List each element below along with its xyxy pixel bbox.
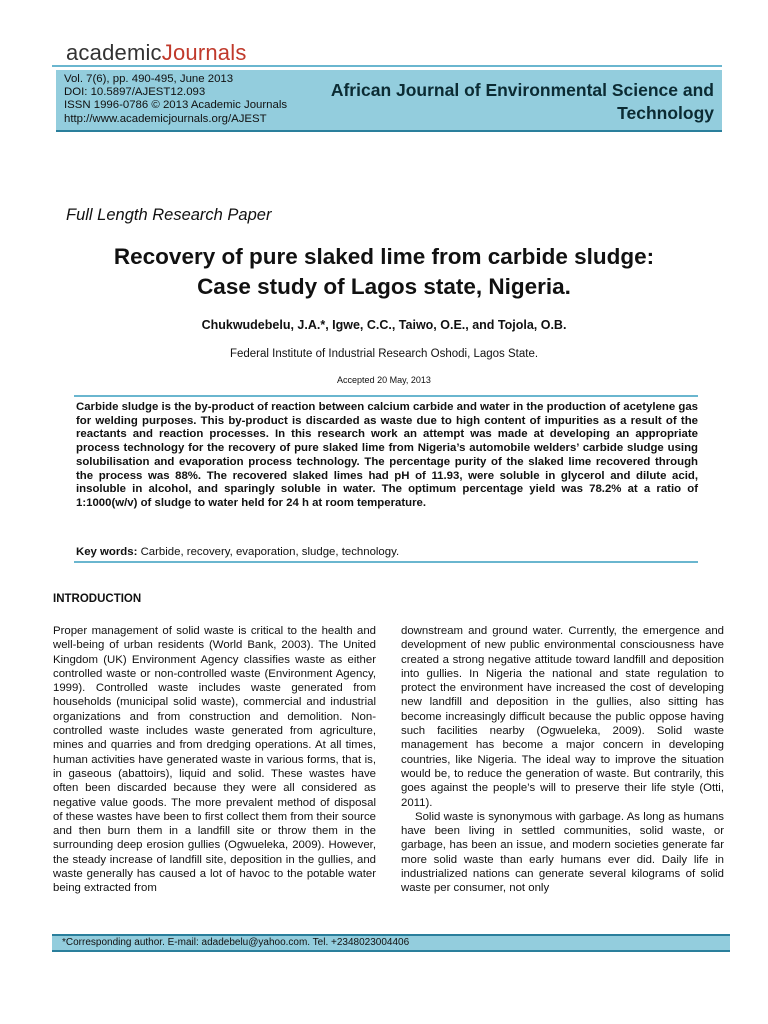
logo-text-academic: academic: [66, 40, 162, 65]
body-paragraph: Solid waste is synonymous with garbage. As long as humans have been living in settled communities, solid waste, or garbage, has been an issue, and modern societies generate far more solid waste than early humans ever did. Daily life in industrialized nations can generate several kilograms of solid waste per consumer, not only: [401, 810, 724, 895]
journal-name-line1: African Journal of Environmental Science and: [330, 80, 714, 100]
journal-url-link[interactable]: http://www.academicjournals.org/AJEST: [64, 112, 267, 125]
body-paragraph: Proper management of solid waste is critical to the health and well-being of urban residents (World Bank, 2003). The United Kingdom (UK) Environment Agency classifies waste as either controlled waste or non-controlled waste (Environment Agency, 1999). Controlled waste includes waste generated from households (municipal solid waste), commercial and industrial organizations and from construction and demolition. Non-controlled waste includes waste generated from agriculture, mines and quarries and from dredging operations. At all times, human activities have generated waste in various forms, that is, in gaseous (abattoirs), liquid and solid. These wastes have often been discarded because they were all considered as negative value goods. The more prevalent method of disposal of these wastes have been to first collect them from their source and then burn them in a landfill site or throw them in the surrounding deep erosion gullies (Ogwueleka, 2009). However, the steady increase of landfill site, deposition in the gullies, and waste generally has caused a lot of havoc to the potable water being extracted from: [53, 625, 376, 895]
accepted-date: Accepted 20 May, 2013: [337, 375, 431, 385]
title-line2: Case study of Lagos state, Nigeria.: [197, 274, 571, 299]
journal-name-line2: Technology: [617, 103, 714, 123]
paper-title: [40, 242, 728, 302]
affiliation: Federal Institute of Industrial Research Oshodi, Lagos State.: [229, 348, 539, 360]
abstract-bottom-rule: [74, 561, 698, 563]
author-list: Chukwudebelu, J.A.*, Igwe, C.C., Taiwo, O.E., and Tojola, O.B.: [201, 318, 567, 332]
keywords: [76, 546, 698, 558]
title-line1: Recovery of pure slaked lime from carbide sludge:: [113, 244, 655, 269]
issn-line: ISSN 1996-0786 © 2013 Academic Journals: [64, 99, 288, 112]
header-rule: [52, 65, 722, 67]
publisher-logo: [66, 40, 247, 66]
journal-name: [324, 79, 714, 125]
body-column-right: [401, 624, 724, 896]
section-heading-introduction: INTRODUCTION: [53, 593, 142, 605]
body-paragraph: downstream and ground water. Currently, the emergence and development of new public environmental consciousness have created a strong negative attitude toward landfill and deposition into gullies. In Nigeria the national and state regulation to protect the environment have increased the cost of developing new landfill and deposition in the gullies, also sitting has become increasingly difficult because the public oppose having such facilities nearby (Ogwueleka, 2009). Solid waste management has become a major concern in developing countries, like Nigeria. The ideal way to improve the situation would be, to reduce the generation of waste. But contrarily, this goes against the people’s will to preserve their life style (Otti, 2011).: [401, 625, 724, 809]
corresponding-author-footnote: *Corresponding author. E-mail: adadebelu@yahoo.com. Tel. +2348023004406: [52, 934, 730, 952]
body-column-left: [53, 624, 376, 896]
paper-type: Full Length Research Paper: [66, 206, 272, 224]
volume-line: Vol. 7(6), pp. 490-495, June 2013: [64, 73, 234, 85]
logo-text-journals: Journals: [161, 40, 247, 65]
journal-banner: [56, 70, 722, 132]
keywords-label: Key words:: [76, 546, 138, 558]
issue-metadata: [64, 73, 287, 126]
keywords-list: Carbide, recovery, evaporation, sludge, technology.: [137, 546, 400, 558]
abstract-top-rule: [74, 395, 698, 397]
abstract: Carbide sludge is the by-product of reaction between calcium carbide and water in the production of acetylene gas for welding purposes. This by-product is discarded as waste due to high content of impurities as a result of the reactants and reaction processes. In this research work an attempt was made at developing an appropriate process technology for the recovery of pure slaked lime from Nigeria’s automobile welders’ carbide sludge using solubilisation and evaporation process technology. The percentage purity of the slaked lime recovered through the process was 88%. The recovered slaked limes had pH of 11.93, were soluble in glycerol and dilute acid, insoluble in alcohol, and sparingly soluble in water. The optimum percentage yield was 78.2% at a ratio of 1:1000(w/v) of sludge to water held for 24 h at room temperature.: [76, 401, 698, 509]
doi-line: DOI: 10.5897/AJEST12.093: [64, 86, 206, 99]
